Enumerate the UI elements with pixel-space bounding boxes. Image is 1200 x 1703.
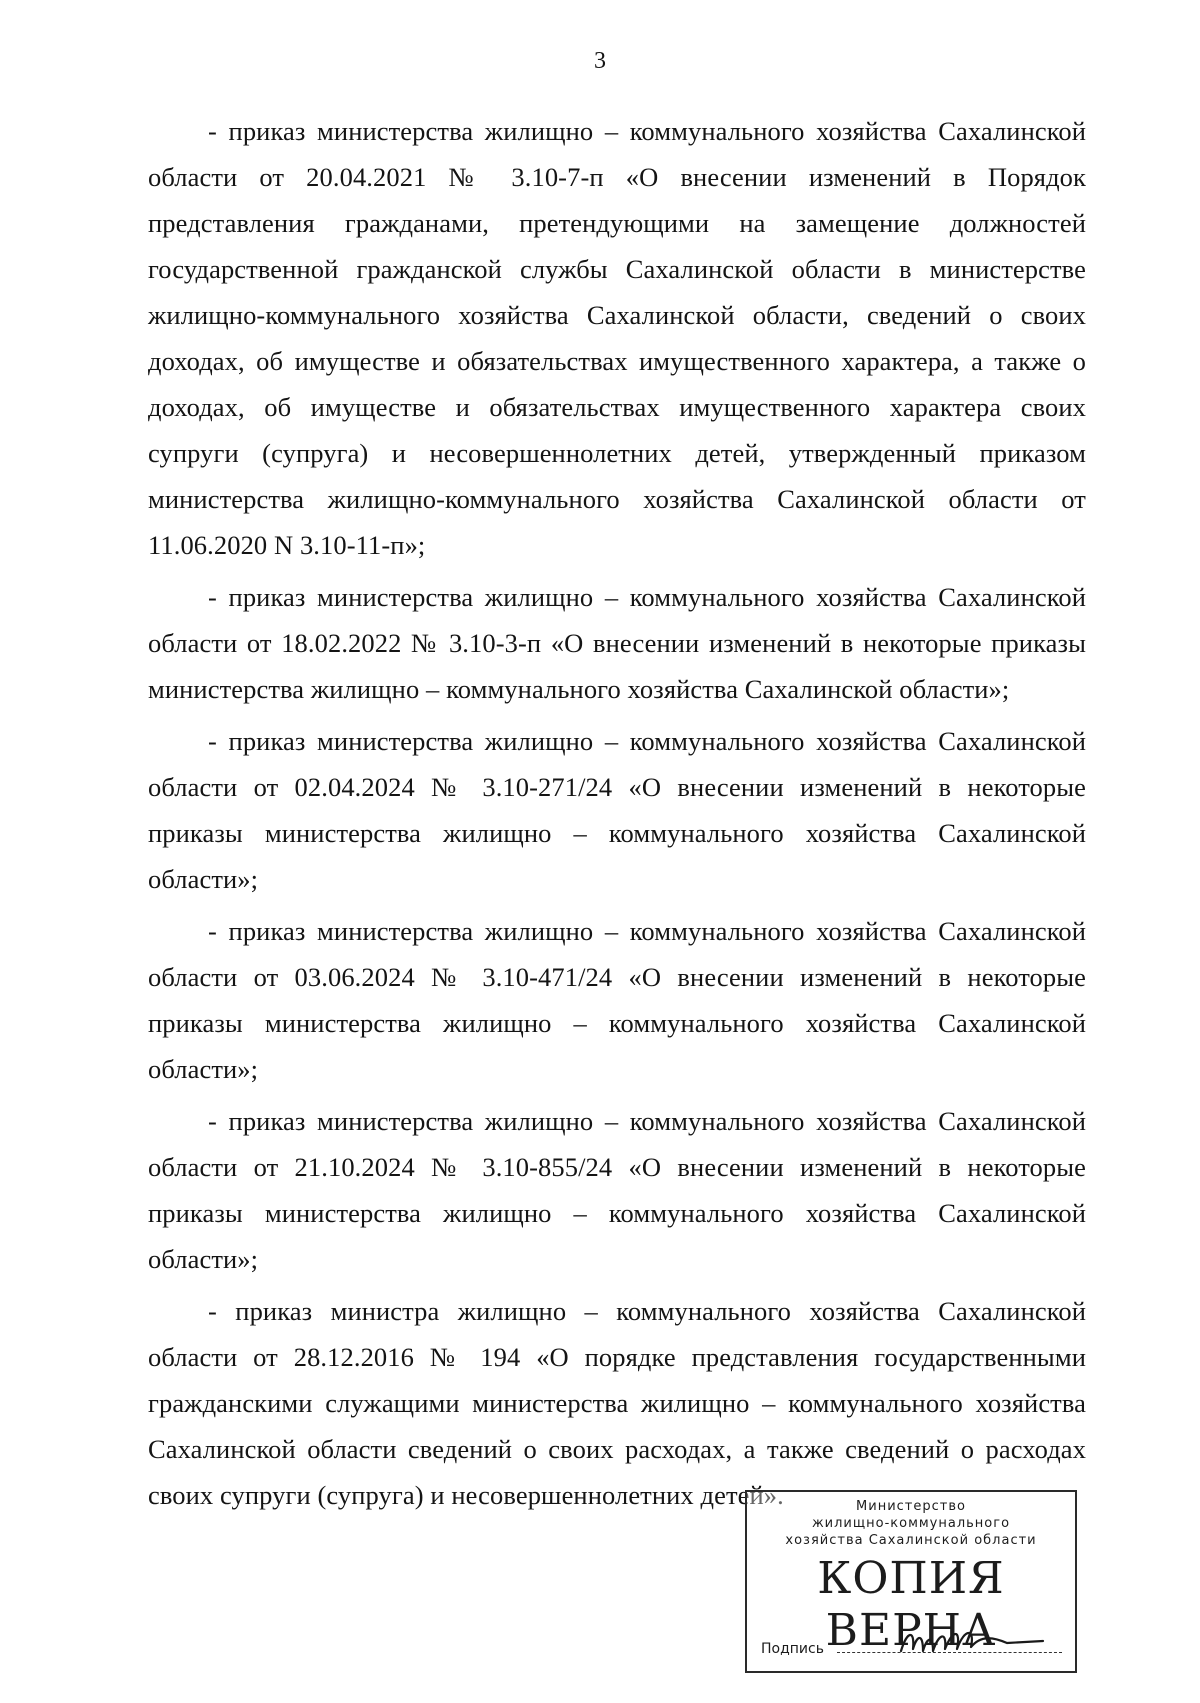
document-body — [148, 108, 1086, 1524]
paragraph-order-2016: - приказ министра жилищно – коммунального хозяйства Сахалинской области от 28.12.2016 № 194 «О порядке представления государственными гражданскими служащими министерства жилищно – коммунального хозяйства Сахалинской области сведений о своих расходах, а также сведений о расходах своих супруги (супруга) и несовершеннолетних детей». — [148, 1296, 1086, 1510]
paragraph-order-june-2024: - приказ министерства жилищно – коммунального хозяйства Сахалинской области от 03.06.2024 № 3.10-471/24 «О внесении изменений в некоторые приказы министерства жилищно – коммунального хозяйства Сахалинской области»; — [148, 916, 1086, 1084]
paragraph-order-april-2024: - приказ министерства жилищно – коммунального хозяйства Сахалинской области от 02.04.2024 № 3.10-271/24 «О внесении изменений в некоторые приказы министерства жилищно – коммунального хозяйства Сахалинской области»; — [148, 726, 1086, 894]
stamp-ministry-line-2: жилищно-коммунального — [811, 1516, 1011, 1531]
stamp-title: КОПИЯ ВЕРНА — [817, 1553, 1005, 1656]
stamp-ministry-line-3: хозяйства Сахалинской области — [785, 1533, 1037, 1548]
stamp-ministry-line: Министерство — [856, 1499, 966, 1514]
page-number: 3 — [594, 48, 606, 74]
copy-certified-stamp — [745, 1490, 1077, 1673]
paragraph-order-2022: - приказ министерства жилищно – коммунального хозяйства Сахалинской области от 18.02.2022 № 3.10-3-п «О внесении изменений в некоторые приказы министерства жилищно – коммунального хозяйства Сахалинской области»; — [148, 582, 1086, 704]
paragraph-order-october-2024: - приказ министерства жилищно – коммунального хозяйства Сахалинской области от 21.10.2024 № 3.10-855/24 «О внесении изменений в некоторые приказы министерства жилищно – коммунального хозяйства Сахалинской области»; — [148, 1106, 1086, 1274]
handwritten-signature — [897, 1621, 1047, 1661]
stamp-signature-label: Подпись — [761, 1641, 824, 1657]
paragraph-order-2021: - приказ министерства жилищно – коммунального хозяйства Сахалинской области от 20.04.2021 № 3.10-7-п «О внесении изменений в Порядок представления гражданами, претендующими на замещение должностей государственной гражданской службы Сахалинской области в министерстве жилищно-коммунального хозяйства Сахалинской области, сведений о своих доходах, об имуществе и обязательствах имущественного характера, а также о доходах, об имуществе и обязательствах имущественного характера своих супруги (супруга) и несовершеннолетних детей, утвержденный приказом министерства жилищно-коммунального хозяйства Сахалинской области от 11.06.2020 N 3.10-11-п»; — [148, 116, 1086, 560]
